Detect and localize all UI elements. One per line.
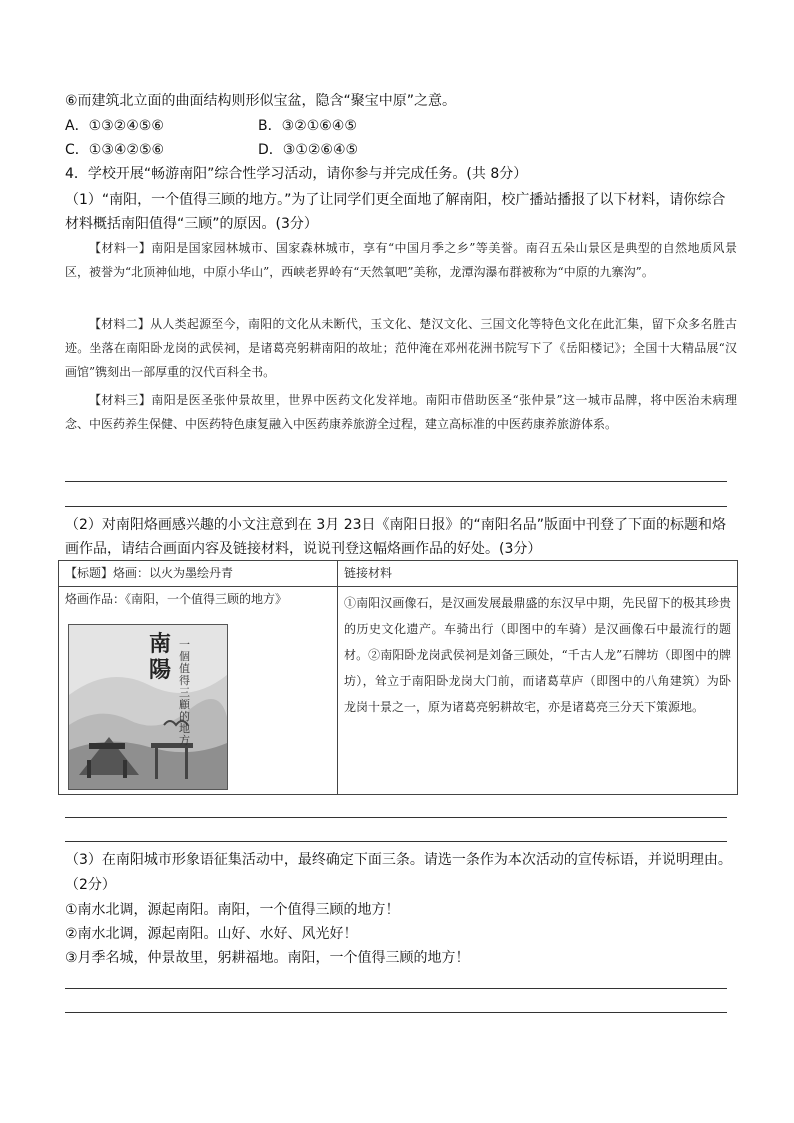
q3-item6: ⑥而建筑北立面的曲面结构则形似宝盆，隐含“聚宝中原”之意。 (65, 93, 457, 109)
artwork-title-small: 一個值得三顧的地方 (179, 638, 190, 747)
material-1: 【材料一】南阳是国家园林城市、国家森林城市，享有“中国月季之乡”等美誉。南召五朵山景区是典型的自然地质风景区，被誉为“北顶神仙地，中原小华山”，西峡老界岭有“天然氧吧”美称，龙潭沟瀑布群被称为“中原的九寨沟”。 (65, 241, 737, 279)
artwork-caption: 烙画作品：《南阳，一个值得三顾的地方》 (65, 592, 288, 606)
answer-line (65, 817, 727, 818)
option-c: C．①③④②⑤⑥ (65, 142, 165, 158)
q4-3-prompt-line1: （3）在南阳城市形象语征集活动中，最终确定下面三条。请选一条作为本次活动的宣传标语，并说明理由。 (65, 852, 732, 868)
pyrography-artwork-image (68, 624, 228, 790)
answer-line (65, 988, 727, 989)
q4-2-prompt-line2: 画作品，请结合画面内容及链接材料，说说刊登这幅烙画作品的好处。(3分） (65, 541, 542, 557)
artwork-illustration (69, 625, 227, 789)
table-link-header: 链接材料 (338, 561, 738, 587)
option-b: B．③②①⑥④⑤ (258, 118, 357, 134)
answer-line (65, 1012, 727, 1013)
slogan-option-2: ②南水北调，源起南阳。山好、水好、风光好！ (65, 926, 358, 942)
option-a: A．①③②④⑤⑥ (65, 118, 164, 134)
slogan-option-1: ①南水北调，源起南阳。南阳，一个值得三顾的地方！ (65, 902, 400, 918)
artwork-title-big: 南陽 (149, 631, 172, 683)
link-material-cell: ①南阳汉画像石，是汉画发展最鼎盛的东汉早中期，先民留下的极其珍贵的历史文化遗产。车骑出行（即图中的车骑）是汉画像石中最流行的题材。②南阳卧龙岗武侯祠是刘备三顾处，“千古人龙”石牌坊（即图中的牌坊），耸立于南阳卧龙岗大门前，而诸葛草庐（即图中的八角建筑）为卧龙岗十景之一，原为诸葛亮躬耕故宅，亦是诸葛亮三分天下策源地。 (338, 587, 738, 795)
option-d: D．③①②⑥④⑤ (258, 142, 359, 158)
answer-line (65, 481, 727, 482)
material-3: 【材料三】南阳是医圣张仲景故里，世界中医药文化发祥地。南阳市借助医圣“张仲景”这一城市品牌，将中医治未病理念、中医药养生保健、中医药特色康复融入中医药康养旅游全过程，建立高标准的中医药康养旅游体系。 (65, 393, 737, 431)
table-title-cell: 【标题】烙画：以火为墨绘丹青 (59, 561, 338, 587)
answer-line (65, 841, 727, 842)
q4-2-prompt-line1: （2）对南阳烙画感兴趣的小文注意到在 3月 23日《南阳日报》的“南阳名品”版面中刊登了下面的标题和烙 (65, 517, 727, 533)
material-2: 【材料二】从人类起源至今，南阳的文化从未断代，玉文化、楚汉文化、三国文化等特色文化在此汇集，留下众多名胜古迹。坐落在南阳卧龙岗的武侯祠，是诸葛亮躬耕南阳的故址；范仲淹在邓州花洲书院写下了《岳阳楼记》；全国十大精品展“汉画馆”镌刻出一部厚重的汉代百科全书。 (65, 317, 737, 379)
q4-1-prompt-line2: 材料概括南阳值得“三顾”的原因。(3分） (65, 216, 318, 232)
q4-1-prompt-line1: （1）“南阳，一个值得三顾的地方。”为了让同学们更全面地了解南阳，校广播站播报了以下材料，请你综合 (65, 192, 726, 208)
slogan-option-3: ③月季名城，仲景故里，躬耕福地。南阳，一个值得三顾的地方！ (65, 950, 470, 966)
answer-line (65, 506, 727, 507)
q4-title: 4．学校开展“畅游南阳”综合性学习活动，请你参与并完成任务。(共 8分） (65, 166, 528, 182)
q4-3-prompt-line2: （2分） (65, 877, 116, 893)
